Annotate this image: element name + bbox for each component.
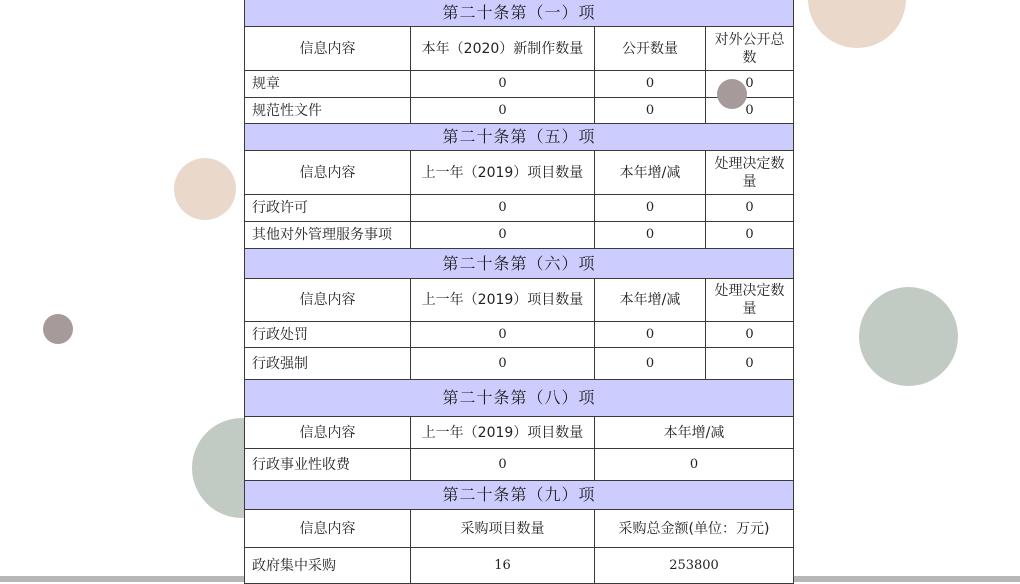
cell-value: 0 bbox=[595, 449, 794, 481]
table-row bbox=[245, 222, 794, 249]
decorative-circle bbox=[43, 314, 73, 344]
decorative-circle bbox=[174, 158, 236, 220]
column-header: 信息内容 bbox=[245, 27, 411, 71]
cell-value: 0 bbox=[411, 222, 595, 249]
row-label: 政府集中采购 bbox=[245, 548, 411, 584]
column-header: 对外公开总数 bbox=[706, 27, 794, 71]
cell-value: 0 bbox=[706, 222, 794, 249]
column-header: 信息内容 bbox=[245, 279, 411, 322]
column-header: 信息内容 bbox=[245, 151, 411, 195]
column-header: 上一年（2019）项目数量 bbox=[411, 151, 595, 195]
cell-value: 0 bbox=[706, 322, 794, 348]
column-header: 本年增/减 bbox=[595, 151, 706, 195]
column-header: 本年增/减 bbox=[595, 417, 794, 449]
section-title: 第二十条第（九）项 bbox=[245, 481, 794, 510]
column-header: 处理决定数量 bbox=[706, 279, 794, 322]
cell-value: 0 bbox=[706, 195, 794, 222]
column-header: 处理决定数量 bbox=[706, 151, 794, 195]
cell-value: 253800 bbox=[595, 548, 794, 584]
column-header: 本年（2020）新制作数量 bbox=[411, 27, 595, 71]
section-title: 第二十条第（八）项 bbox=[245, 380, 794, 417]
cell-value: 0 bbox=[706, 348, 794, 380]
row-label: 其他对外管理服务事项 bbox=[245, 222, 411, 249]
section-title: 第二十条第（六）项 bbox=[245, 249, 794, 279]
column-header: 公开数量 bbox=[595, 27, 706, 71]
cell-value: 0 bbox=[706, 71, 794, 98]
cell-value: 0 bbox=[595, 98, 706, 124]
cell-value: 0 bbox=[411, 98, 595, 124]
cell-value: 0 bbox=[411, 449, 595, 481]
column-header: 信息内容 bbox=[245, 510, 411, 548]
table-row bbox=[245, 195, 794, 222]
row-label: 规章 bbox=[245, 71, 411, 98]
column-header: 上一年（2019）项目数量 bbox=[411, 417, 595, 449]
cell-value: 0 bbox=[411, 71, 595, 98]
column-header: 本年增/减 bbox=[595, 279, 706, 322]
row-label: 行政强制 bbox=[245, 348, 411, 380]
table-row bbox=[245, 449, 794, 481]
table-row bbox=[245, 548, 794, 584]
row-label: 规范性文件 bbox=[245, 98, 411, 124]
row-label: 行政处罚 bbox=[245, 322, 411, 348]
column-header: 信息内容 bbox=[245, 417, 411, 449]
cell-value: 16 bbox=[411, 548, 595, 584]
cell-value: 0 bbox=[411, 348, 595, 380]
table-row bbox=[245, 98, 794, 124]
table-row bbox=[245, 348, 794, 380]
cell-value: 0 bbox=[595, 71, 706, 98]
row-label: 行政许可 bbox=[245, 195, 411, 222]
decorative-circle bbox=[717, 79, 747, 109]
row-label: 行政事业性收费 bbox=[245, 449, 411, 481]
cell-value: 0 bbox=[595, 348, 706, 380]
cell-value: 0 bbox=[595, 322, 706, 348]
disclosure-table bbox=[244, 0, 794, 584]
cell-value: 0 bbox=[706, 98, 794, 124]
column-header: 上一年（2019）项目数量 bbox=[411, 279, 595, 322]
column-header: 采购总金额(单位：万元) bbox=[595, 510, 794, 548]
decorative-circle bbox=[808, 0, 906, 48]
section-title: 第二十条第（五）项 bbox=[245, 124, 794, 151]
cell-value: 0 bbox=[595, 195, 706, 222]
cell-value: 0 bbox=[411, 322, 595, 348]
cell-value: 0 bbox=[411, 195, 595, 222]
column-header: 采购项目数量 bbox=[411, 510, 595, 548]
section-title: 第二十条第（一）项 bbox=[245, 0, 794, 27]
decorative-circle bbox=[859, 287, 958, 386]
table-row bbox=[245, 322, 794, 348]
cell-value: 0 bbox=[595, 222, 706, 249]
table-row bbox=[245, 71, 794, 98]
